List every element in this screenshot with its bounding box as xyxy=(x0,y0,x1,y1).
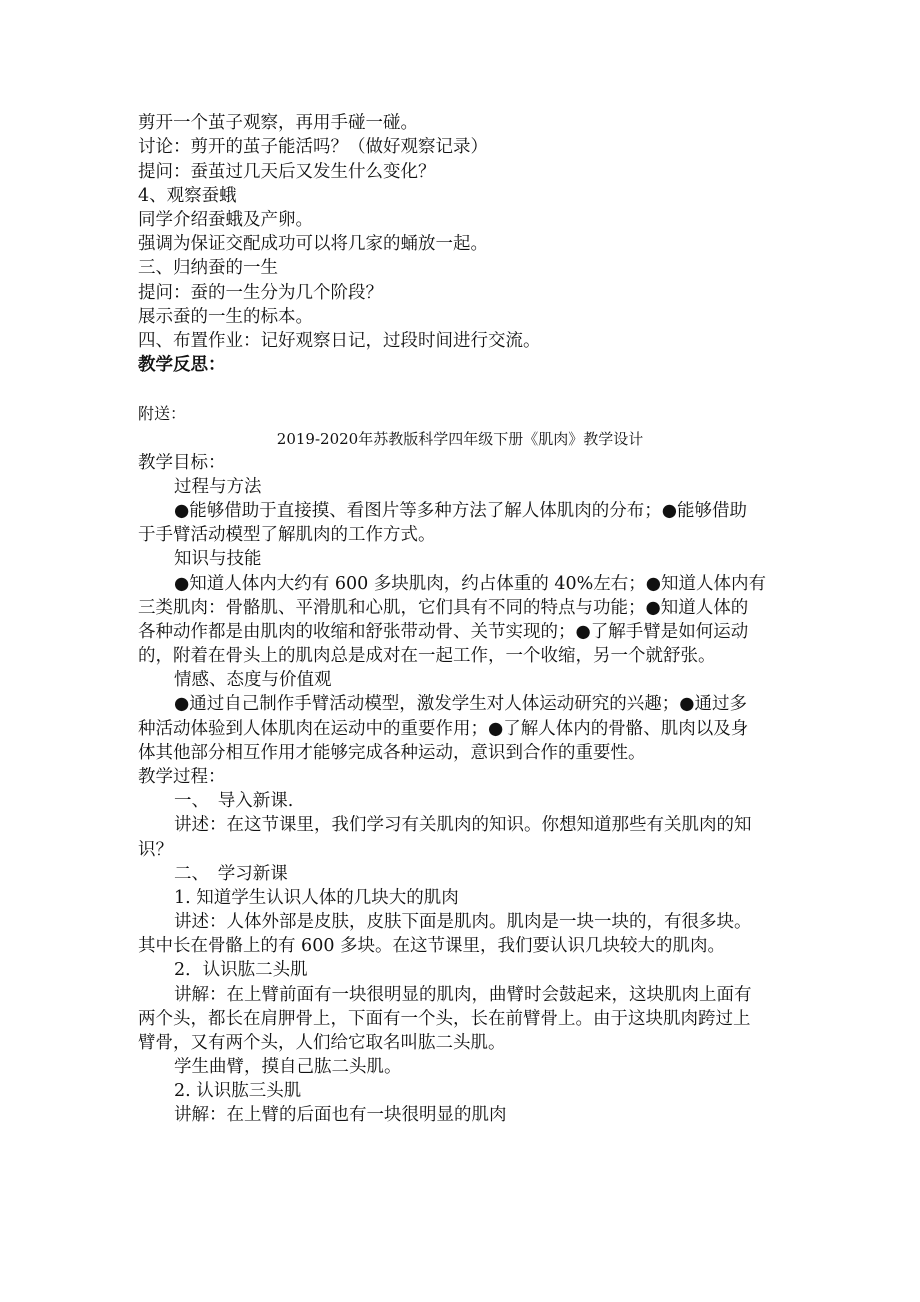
text-line: ●能够借助于直接摸、看图片等多种方法了解人体肌肉的分布；●能够借助 xyxy=(174,501,748,521)
subsection-heading: 1. 知道学生认识人体的几块大的肌肉 xyxy=(174,888,459,908)
subsection-heading: 过程与方法 xyxy=(174,477,262,497)
text-line: 强调为保证交配成功可以将几家的蛹放一起。 xyxy=(138,234,488,254)
text-line: ●通过自己制作手臂活动模型，激发学生对人体运动研究的兴趣；●通过多 xyxy=(174,694,748,714)
text-line: 的，附着在骨头上的肌肉总是成对在一起工作，一个收缩，另一个就舒张。 xyxy=(138,646,716,666)
text-line: 提问：蚕茧过几天后又发生什么变化？ xyxy=(138,162,436,182)
text-line: 各种动作都是由肌肉的收缩和舒张带动骨、关节实现的；●了解手臂是如何运动 xyxy=(138,622,749,642)
document-title: 2019-2020年苏教版科学四年级下册《肌肉》教学设计 xyxy=(276,430,644,448)
text-line: 臂骨，又有两个头，人们给它取名叫肱二头肌。 xyxy=(138,1033,506,1053)
text-line: 于手臂活动模型了解肌肉的工作方式。 xyxy=(138,525,436,545)
appendix-label: 附送： xyxy=(138,404,187,423)
text-line: ●知道人体内大约有 600 多块肌肉，约占体重的 40%左右；●知道人体内有 xyxy=(174,574,767,594)
text-line: 识？ xyxy=(138,840,173,860)
text-line: 提问：蚕的一生分为几个阶段？ xyxy=(138,283,383,303)
text-line: 讲述：在这节课里，我们学习有关肌肉的知识。你想知道那些有关肌肉的知 xyxy=(174,815,752,835)
text-line: 讨论：剪开的茧子能活吗？（做好观察记录） xyxy=(138,137,488,157)
subsection-heading: 知识与技能 xyxy=(174,549,262,569)
subsection-heading: 2．认识肱二头肌 xyxy=(174,960,308,980)
text-line: 4、观察蚕蛾 xyxy=(138,186,237,206)
text-line: 展示蚕的一生的标本。 xyxy=(138,307,313,327)
reflection-heading: 教学反思： xyxy=(138,355,226,375)
subsection-heading: 情感、态度与价值观 xyxy=(174,670,332,690)
section-heading: 四、布置作业：记好观察日记，过段时间进行交流。 xyxy=(138,331,541,351)
text-line: 讲解：在上臂前面有一块很明显的肌肉，曲臂时会鼓起来，这块肌肉上面有 xyxy=(174,985,752,1005)
text-line: 两个头，都长在肩胛骨上，下面有一个头，长在前臂骨上。由于这块肌肉跨过上 xyxy=(138,1009,751,1029)
text-line: 种活动体验到人体肌肉在运动中的重要作用；●了解人体内的骨骼、肌肉以及身 xyxy=(138,719,749,739)
section-heading: 三、归纳蚕的一生 xyxy=(138,258,278,278)
subsection-heading: 一、 导入新课. xyxy=(174,791,294,811)
section-heading: 教学过程： xyxy=(138,767,226,787)
text-line: 其中长在骨骼上的有 600 多块。在这节课里，我们要认识几块较大的肌肉。 xyxy=(138,936,726,956)
subsection-heading: 2. 认识肱三头肌 xyxy=(174,1081,302,1101)
text-line: 学生曲臂，摸自己肱二头肌。 xyxy=(174,1057,402,1077)
text-line: 同学介绍蚕蛾及产卵。 xyxy=(138,210,313,230)
text-line: 讲述：人体外部是皮肤，皮肤下面是肌肉。肌肉是一块一块的，有很多块。 xyxy=(174,912,752,932)
text-line: 剪开一个茧子观察，再用手碰一碰。 xyxy=(138,113,418,133)
text-line: 三类肌肉：骨骼肌、平滑肌和心肌，它们具有不同的特点与功能；●知道人体的 xyxy=(138,598,749,618)
text-line: 讲解：在上臂的后面也有一块很明显的肌肉 xyxy=(174,1105,507,1125)
text-line: 体其他部分相互作用才能够完成各种运动，意识到合作的重要性。 xyxy=(138,743,646,763)
section-heading: 教学目标： xyxy=(138,453,226,473)
subsection-heading: 二、 学习新课 xyxy=(174,864,288,884)
